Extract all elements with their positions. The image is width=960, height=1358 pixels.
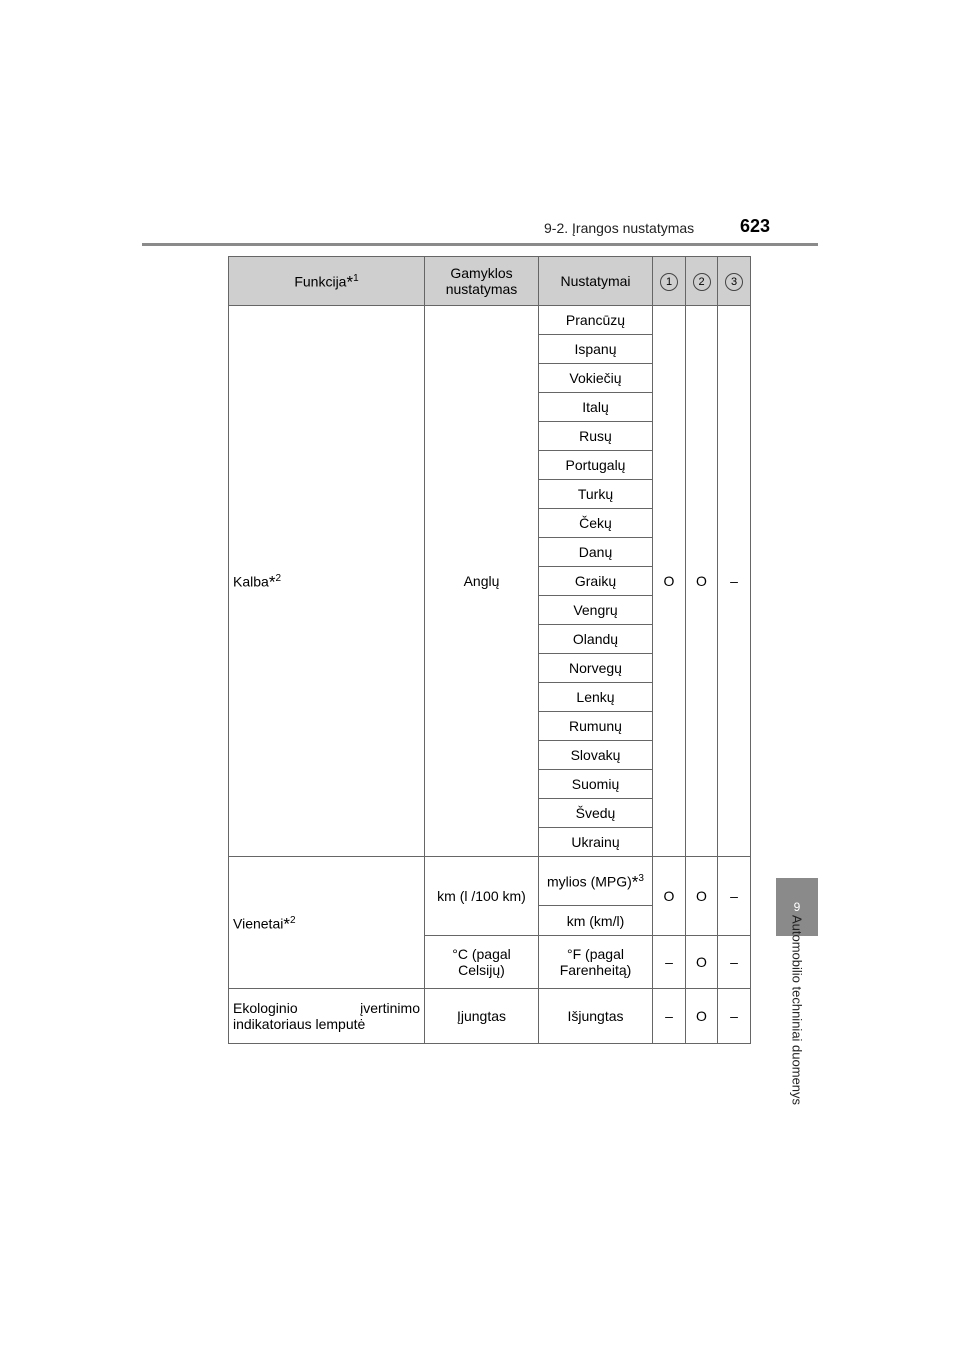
language-option: Vengrų (539, 596, 653, 625)
eco-option-cell: Išjungtas (539, 989, 653, 1044)
language-option: Ispanų (539, 335, 653, 364)
language-col-2: O (686, 306, 718, 857)
language-option: Norvegų (539, 654, 653, 683)
asterisk-icon: * (268, 572, 276, 592)
language-option: Ukrainų (539, 828, 653, 857)
circled-three-icon: 3 (725, 273, 743, 291)
language-option: Lenkų (539, 683, 653, 712)
eco-col-1: – (653, 989, 686, 1044)
table-row (229, 989, 751, 1044)
header-settings: Nustatymai (539, 257, 653, 306)
units-distance-default: km (l /100 km) (425, 857, 539, 936)
units-option-kml: km (km/l) (539, 906, 653, 936)
language-default-cell: Anglų (425, 306, 539, 857)
header-divider (142, 243, 818, 246)
units-distance-col-3: – (718, 857, 751, 936)
footnote-ref: 3 (638, 873, 644, 885)
language-option: Vokiečių (539, 364, 653, 393)
units-temp-col-2: O (686, 936, 718, 989)
footnote-ref: 1 (353, 273, 359, 285)
chapter-number: 9 (793, 900, 801, 914)
language-option: Suomių (539, 770, 653, 799)
language-option: Graikų (539, 567, 653, 596)
asterisk-icon: * (631, 873, 639, 893)
header-col-1 (653, 257, 686, 306)
asterisk-icon: * (283, 914, 290, 934)
settings-table (228, 256, 751, 1044)
language-col-1: O (653, 306, 686, 857)
units-function-cell: Vienetai*$^2$ (229, 857, 425, 989)
table-row (229, 857, 751, 906)
eco-default-cell: Įjungtas (425, 989, 539, 1044)
language-option: Portugalų (539, 451, 653, 480)
eco-col-3: – (718, 989, 751, 1044)
language-option: Olandų (539, 625, 653, 654)
table-header-row (229, 257, 751, 306)
circled-two-icon: 2 (693, 273, 711, 291)
header-function: Funkcija*$^1$ (229, 257, 425, 306)
header-col-3 (718, 257, 751, 306)
units-temp-col-1: – (653, 936, 686, 989)
section-title: 9-2. Įrangos nustatymas (544, 220, 695, 236)
units-distance-col-1: O (653, 857, 686, 936)
language-option: Turkų (539, 480, 653, 509)
units-temp-col-3: – (718, 936, 751, 989)
footnote-ref: 2 (289, 914, 296, 926)
language-option: Slovakų (539, 741, 653, 770)
units-distance-col-2: O (686, 857, 718, 936)
language-function-cell: Kalba*$^2$ (229, 306, 425, 857)
circled-one-icon: 1 (660, 273, 678, 291)
language-option: Švedų (539, 799, 653, 828)
page-number: 623 (740, 216, 771, 236)
eco-function-cell: Ekologinio įvertinimo indikatoriaus lemputė (229, 989, 425, 1044)
language-option: Italų (539, 393, 653, 422)
footnote-ref: 2 (275, 573, 281, 585)
table-row (229, 306, 751, 335)
language-option: Rumunų (539, 712, 653, 741)
units-temp-option: °F (pagal Farenheitą) (539, 936, 653, 989)
units-option-mpg: mylios (MPG)*$^3$ (539, 857, 653, 906)
language-option: Čekų (539, 509, 653, 538)
eco-col-2: O (686, 989, 718, 1044)
language-option: Prancūzų (539, 306, 653, 335)
language-col-3: – (718, 306, 751, 857)
asterisk-icon: * (346, 272, 354, 292)
language-option: Rusų (539, 422, 653, 451)
language-option: Danų (539, 538, 653, 567)
units-temp-default: °C (pagal Celsijų) (425, 936, 539, 989)
chapter-title: Automobilio techniniai duomenys (789, 914, 805, 1106)
header-col-2 (686, 257, 718, 306)
header-default: Gamyklos nustatymas (425, 257, 539, 306)
